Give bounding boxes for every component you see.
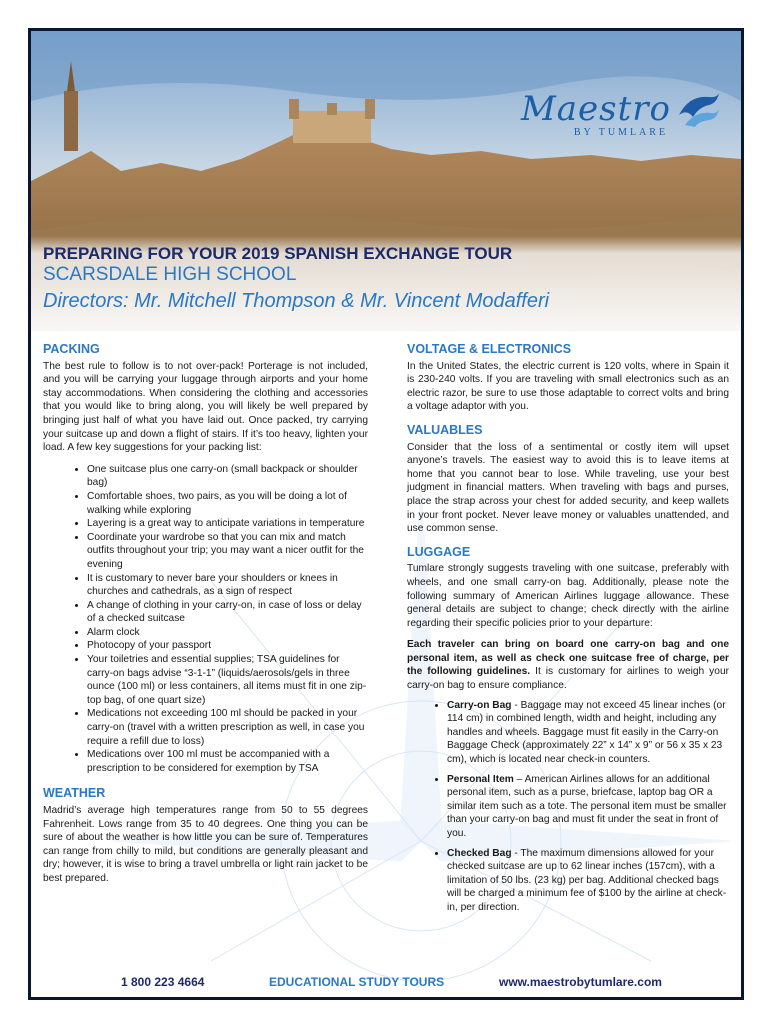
title-block	[31, 236, 741, 331]
list-item: • Your toiletries and essential supplies; TSA guidelines for carry-on bags advise “3-1-1” (liquids/aerosols/gels in three ounce (100 ml) or less containers, all items must fit in one zip-top bag, of one quart size)	[87, 653, 368, 707]
luggage-lead-bold: Each traveler can bring on board one carry-on bag and one personal item, as well as check one suitcase free of charge, per the following guidelines.	[407, 639, 729, 678]
school-name: SCARSDALE HIGH SCHOOL	[43, 264, 297, 285]
personal-item-text: – American Airlines allows for an additional personal item, such as a purse, briefcase, laptop bag OR a similar item such as a tote. The personal item must be smaller than your carry-on bag and must fit under the seat in front of you.	[447, 773, 727, 839]
left-column	[43, 343, 368, 892]
packing-intro: The best rule to follow is to not over-pack! Porterage is not included, and you will be carrying your luggage through airports and your home stay accommodations. When considering the clothing and accessories that you would like to bring along, you will likely be well prepared by bringing just half of what you have laid out. Once packed, try carrying your suitcase up and down a flight of stairs. If it’s too heavy, lighten your load. A few key suggestions for your packing list:	[43, 360, 368, 454]
footer-url[interactable]: www.maestrobytumlare.com	[499, 975, 662, 989]
luggage-list	[407, 699, 729, 915]
checked-bag-label: Checked Bag	[447, 847, 512, 859]
valuables-heading: VALUABLES	[407, 422, 483, 437]
list-item: • Layering is a great way to anticipate variations in temperature	[87, 517, 368, 531]
directors-line: Directors: Mr. Mitchell Thompson & Mr. Vincent Modafferi	[43, 290, 550, 312]
weather-text: Madrid’s average high temperatures range from 50 to 55 degrees Fahrenheit. Lows range from 35 to 40 degrees. One thing you can be sure of about the weather is how little you can be sure of. Temperatures can range from chilly to mild, but conditions are generally pleasant and dry; however, it is wise to bring a travel umbrella or light rain jacket to be best prepared.	[43, 805, 369, 884]
packing-heading: PACKING	[43, 342, 100, 356]
list-item: • Comfortable shoes, two pairs, as you will be doing a lot of walking while exploring	[87, 490, 368, 517]
list-item	[447, 847, 729, 915]
packing-list	[43, 463, 368, 776]
list-item: • Medications over 100 ml must be accompanied with a prescription to be considered for exemption by TSA	[87, 748, 368, 775]
list-item	[447, 773, 729, 841]
valuables-text: Consider that the loss of a sentimental or costly item will upset anyone’s travels. The easiest way to avoid this is to leave items at home that you cannot bear to lose. While traveling, use your best judgment in financial matters. When traveling with bags and purses, place the strap across your chest for added security, and keep wallets in your front pocket. Never leave money or valuables unattended, and use common sense.	[407, 441, 729, 535]
page-frame	[28, 28, 744, 1000]
voltage-text: In the United States, the electric current is 120 volts, where in Spain it is 230-240 volts. If you are traveling with small electronics such as an electric razor, be sure to use those adaptable to correct volts and bring a voltage adaptor with you.	[407, 360, 729, 413]
list-item: • A change of clothing in your carry-on, in case of loss or delay of a checked suitcase	[87, 599, 368, 626]
footer-tagline: EDUCATIONAL STUDY TOURS	[269, 975, 445, 989]
list-item: • Alarm clock	[87, 626, 368, 640]
hero-photo	[31, 31, 741, 331]
list-item	[447, 699, 729, 767]
list-item: • One suitcase plus one carry-on (small backpack or shoulder bag)	[87, 463, 368, 490]
list-item: • It is customary to never bare your shoulders or knees in churches and cathedrals, as a sign of respect	[87, 572, 368, 599]
weather-heading: WEATHER	[43, 786, 106, 801]
luggage-lead	[407, 638, 729, 692]
logo-wordmark: Maestro	[520, 89, 671, 129]
luggage-intro: Tumlare strongly suggests traveling with one suitcase, preferably with wheels, and one small carry-on bag. Additionally, please note the following summary of American Airlines luggage allowance. These general details are subject to change; check directly with the airline regarding their specific policies prior to your departure:	[407, 563, 729, 629]
maestro-logo	[521, 89, 721, 138]
personal-item-label: Personal Item	[447, 773, 514, 785]
logo-tagline: BY TUMLARE	[573, 127, 669, 138]
voltage-heading: VOLTAGE & ELECTRONICS	[407, 342, 572, 356]
list-item: • Medications not exceeding 100 ml should be packed in your carry-on (travel with a written prescription as well, in case you require a refill due to loss)	[87, 707, 368, 748]
luggage-heading: LUGGAGE	[407, 544, 471, 559]
list-item: • Coordinate your wardrobe so that you can mix and match outfits throughout your trip; you may want a nicer outfit for the evening	[87, 531, 368, 572]
checked-bag-text: - The maximum dimensions allowed for your checked suitcase are up to 62 linear inches (157cm), with a limitation of 50 lbs. (23 kg) per bag. Additional checked bags will be charged a minimum fee of $100 by the airline at check-in, per direction.	[447, 847, 727, 913]
luggage-lead-rest: It is customary for airlines to weigh your carry-on bag to ensure compliance.	[407, 666, 729, 692]
page-title: PREPARING FOR YOUR 2019 SPANISH EXCHANGE TOUR	[43, 244, 513, 263]
dolphin-icon	[675, 89, 721, 129]
carry-on-label: Carry-on Bag	[447, 699, 512, 711]
footer	[31, 969, 741, 993]
right-column	[407, 343, 729, 921]
footer-phone: 1 800 223 4664	[121, 975, 205, 989]
carry-on-text: - Baggage may not exceed 45 linear inches (or 114 cm) in combined length, width and height, including any handles and wheels. Baggage must fit easily in the Carry-on Baggage Check (approximately 22” x 14” x 9” or 56 x 35 x 23 cm), which is located near check-in counters.	[447, 699, 726, 766]
list-item: • Photocopy of your passport	[87, 639, 368, 653]
